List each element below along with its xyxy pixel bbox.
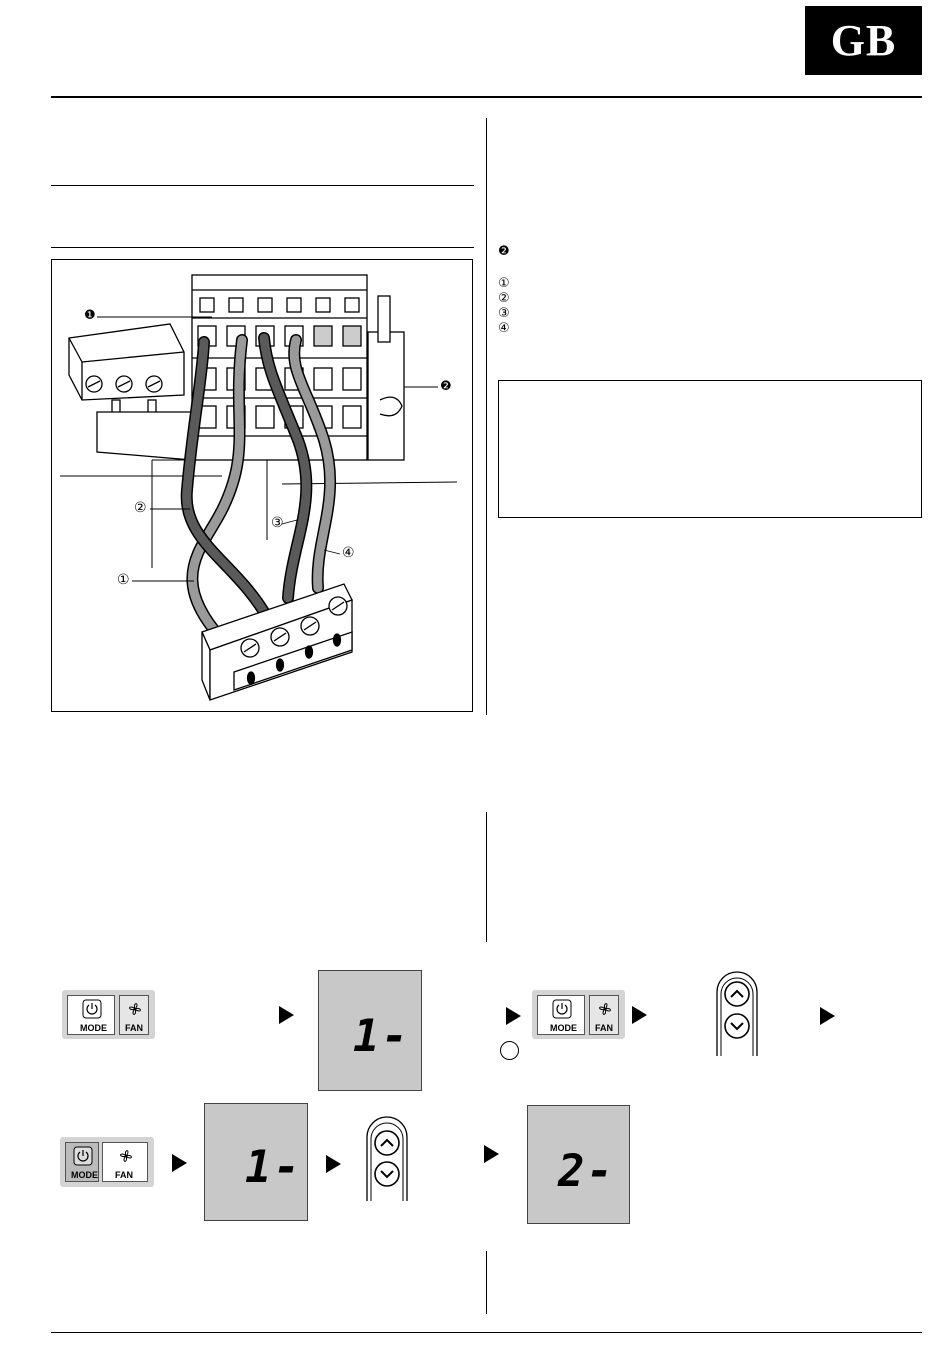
up-down-rocker-icon <box>715 970 760 1056</box>
lcd-display-3 <box>527 1105 630 1224</box>
power-icon <box>73 1146 93 1166</box>
legend-item-3 <box>498 306 510 321</box>
mode-button[interactable] <box>67 995 115 1035</box>
step-arrow <box>279 1006 294 1024</box>
left-terminal-block <box>69 324 184 424</box>
power-icon <box>552 999 572 1019</box>
step-arrow <box>820 1007 835 1025</box>
step-arrow <box>484 1145 499 1163</box>
callout-1: ❶ <box>84 308 96 323</box>
fan-label: FAN <box>115 1170 133 1180</box>
fan-icon <box>116 1146 136 1166</box>
fan-button[interactable] <box>589 995 619 1035</box>
column-divider-bottom <box>486 1251 487 1314</box>
legend-marker: ❷ <box>498 244 510 259</box>
legend-marker: ① <box>498 276 510 291</box>
lcd-value: 2- <box>558 1146 615 1197</box>
legend-marker: ③ <box>498 306 510 321</box>
step-arrow <box>632 1006 647 1024</box>
lcd-value: 1- <box>353 1011 410 1062</box>
column-divider-middle <box>486 812 487 942</box>
footer-rule <box>51 1332 922 1333</box>
wire-label-2: ② <box>134 500 147 516</box>
mode-button[interactable] <box>65 1142 99 1182</box>
wire-label-1: ① <box>117 572 130 588</box>
lcd-display-2 <box>204 1103 308 1221</box>
bottom-connector <box>202 584 352 700</box>
wire-label-4: ④ <box>342 545 355 561</box>
lcd-display-1 <box>318 970 422 1091</box>
mode-fan-panel-2 <box>532 990 625 1039</box>
up-down-rocker-2[interactable] <box>365 1115 410 1201</box>
legend-marker: ② <box>498 291 510 306</box>
legend-item-1 <box>498 276 510 291</box>
power-icon <box>82 999 102 1019</box>
mode-button[interactable] <box>537 995 585 1035</box>
legend-item-2 <box>498 291 510 306</box>
circle-marker <box>500 1041 519 1060</box>
fan-button[interactable] <box>119 995 149 1035</box>
mode-label: MODE <box>550 1023 577 1033</box>
country-badge: GB <box>805 6 922 75</box>
legend-marker: ④ <box>498 321 510 336</box>
wire-label-3: ③ <box>271 515 284 531</box>
fan-icon <box>595 999 615 1019</box>
lcd-value: 1- <box>245 1142 302 1193</box>
fan-label: FAN <box>595 1023 613 1033</box>
step-arrow <box>506 1007 521 1025</box>
section-rule-1 <box>51 185 474 186</box>
mode-label: MODE <box>71 1170 98 1180</box>
right-clip <box>368 296 404 460</box>
legend-item-4 <box>498 321 510 336</box>
header-rule <box>51 96 922 98</box>
up-down-rocker-icon <box>365 1115 410 1201</box>
step-arrow <box>326 1155 341 1173</box>
wiring-figure <box>51 259 473 712</box>
mode-fan-panel-3 <box>60 1137 154 1187</box>
wiring-diagram <box>52 260 472 711</box>
legend-callout-2 <box>498 244 510 259</box>
note-box <box>498 380 922 518</box>
callout-2: ❷ <box>440 379 452 394</box>
section-rule-2 <box>51 247 474 248</box>
up-down-rocker-1[interactable] <box>715 970 760 1056</box>
column-divider-top <box>486 118 487 715</box>
fan-label: FAN <box>125 1023 143 1033</box>
fan-icon <box>125 999 145 1019</box>
mode-fan-panel-1 <box>62 990 155 1039</box>
fan-button[interactable] <box>102 1142 148 1182</box>
housing-outline <box>60 460 457 568</box>
mode-label: MODE <box>80 1023 107 1033</box>
step-arrow <box>172 1154 187 1172</box>
